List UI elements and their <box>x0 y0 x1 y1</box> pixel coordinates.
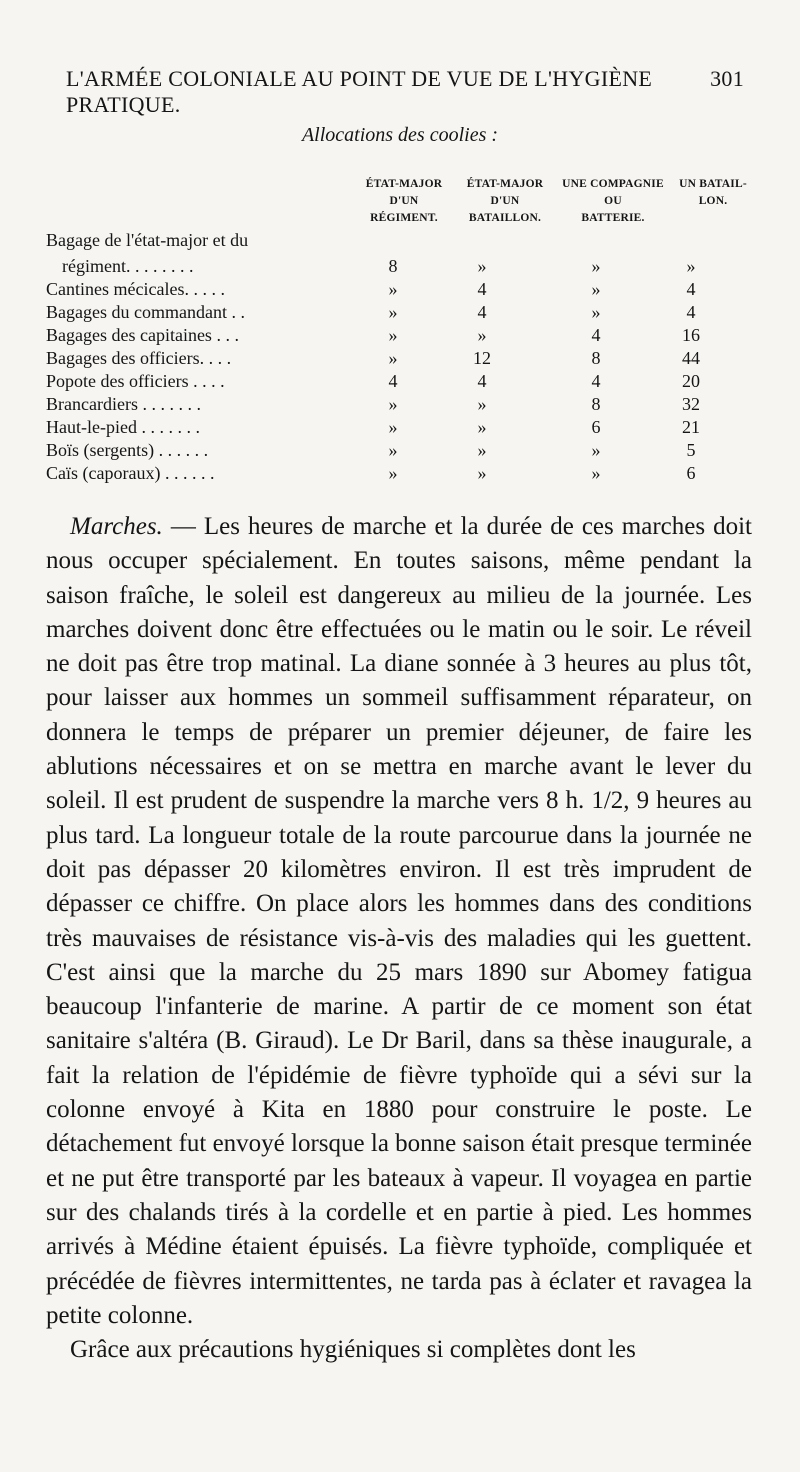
table-row-label: Cantines mécicales. . . . . <box>46 279 225 299</box>
table-cell: » <box>388 325 398 345</box>
table-cell: 4 <box>477 302 487 322</box>
body-text <box>46 510 752 1367</box>
section-title: Marches. <box>70 513 163 540</box>
column-header-line: BATAILLON. <box>468 212 542 224</box>
column-header-line: OU <box>604 195 622 207</box>
table-row-label: Bagages du commandant . . <box>46 302 245 322</box>
table-cell: 4 <box>686 279 696 299</box>
table-cell: 4 <box>477 279 487 299</box>
column-header-line: LON. <box>698 195 728 207</box>
table-cell: 4 <box>388 371 398 391</box>
table-cell: » <box>686 256 696 276</box>
table-row-label: Caïs (caporaux) . . . . . . <box>46 463 215 483</box>
table-cell: » <box>477 440 487 460</box>
table-cell: » <box>591 463 601 483</box>
table-cell: 8 <box>388 256 398 276</box>
table-cell: 6 <box>686 463 696 483</box>
table-row-label: Brancardiers . . . . . . . <box>46 394 201 414</box>
table-cell: 44 <box>682 348 700 368</box>
column-header-bataillon-2 <box>672 176 754 210</box>
table-cell: 8 <box>591 394 601 414</box>
table-cell: » <box>477 394 487 414</box>
column-header-line: UNE COMPAGNIE <box>562 178 664 190</box>
table-cell: » <box>388 440 398 460</box>
column-header-line: ÉTAT-MAJOR <box>365 178 443 190</box>
table-cell: 16 <box>682 325 700 345</box>
table-cell: 5 <box>686 440 696 460</box>
table-cell: 4 <box>591 371 601 391</box>
table-cell: » <box>591 302 601 322</box>
column-header-compagnie <box>556 176 670 227</box>
table-cell: 32 <box>682 394 700 414</box>
table-cell: 20 <box>682 371 700 391</box>
column-header-line: BATTERIE. <box>581 212 645 224</box>
table-row-label: Popote des officiers . . . . <box>46 371 225 391</box>
table-cell: 4 <box>477 371 487 391</box>
table-cell: » <box>477 256 487 276</box>
paragraph-text: Grâce aux précautions hygiéniques si complètes dont les <box>70 1336 636 1364</box>
table-row-label: régiment. . . . . . . . <box>62 256 194 276</box>
table-row-label: Boïs (sergents) . . . . . . <box>46 440 209 460</box>
table-cell: » <box>388 394 398 414</box>
table-cell: » <box>591 256 601 276</box>
table-cell: 4 <box>591 325 601 345</box>
page-number: 301 <box>710 66 744 91</box>
table-cell: » <box>388 302 398 322</box>
table-row-label: Bagages des capitaines . . . <box>46 325 239 345</box>
running-header <box>66 66 744 118</box>
column-header-line: RÉGIMENT. <box>370 212 438 224</box>
table-cell: » <box>388 279 398 299</box>
table-cell: 4 <box>686 302 696 322</box>
paragraph-text: — Les heures de marche et la durée de ces marches doit nous occuper spécialement. En toutes saisons, même pendant la saison fraîche, le soleil est dangereux au milieu de la journée. Les marches doivent donc être effectuées ou le matin ou le soir. Le réveil ne doit pas être trop matinal. La diane sonnée à 3 heures au plus tôt, pour laisser aux hommes un sommeil suffisamment réparateur, on donnera le temps de préparer un premier déjeuner, de faire les ablutions nécessaires et on se mettra en marche avant le lever du soleil. Il est prudent de suspendre la marche vers 8 h. 1/2, 9 heures au plus tard. La longueur totale de la route parcourue dans la journée ne doit pas dépasser 20 kilomètres environ. Il est très imprudent de dépasser ce chiffre. On place alors les hommes dans des conditions très mauvaises de résistance vis-à-vis des maladies qui les guettent. C'est ainsi que la marche du 25 mars 1890 sur Abomey fatigua beaucoup l'infanterie de marine. A partir de ce moment son état sanitaire s'altéra (B. Giraud). Le Dr Baril, dans sa thèse inaugurale, a fait la relation de l'épidémie de fièvre typhoïde qui a sévi sur la colonne envoyé à Kita en 1880 pour construire le poste. Le détachement fut envoyé lorsque la bonne saison était presque terminée et ne put être transporté par les bateaux à vapeur. Il voyagea en partie sur des chalands tirés à la cordelle et en partie à pied. Les hommes arrivés à Médine étaient épuisés. La fièvre typhoïde, compliquée et précédée de fièvres intermittentes, ne tarda pas à éclater et ravagea la petite colonne. <box>46 513 752 1329</box>
table-row-label: Bagage de l'état-major et du <box>46 230 249 250</box>
table-cell: » <box>388 417 398 437</box>
column-header-line: D'UN <box>389 195 419 207</box>
table-cell: » <box>388 463 398 483</box>
table-cell: » <box>388 348 398 368</box>
running-title: L'ARMÉE COLONIALE AU POINT DE VUE DE L'HYGIÈNE PRATIQUE. <box>66 66 653 117</box>
table-title: Allocations des coolies : <box>301 124 499 146</box>
table-cell: 6 <box>591 417 601 437</box>
column-header-bataillon <box>454 176 556 227</box>
column-header-line: UN BATAIL- <box>679 178 747 190</box>
table-cell: 12 <box>473 348 491 368</box>
column-header-regiment <box>356 176 452 227</box>
table-cell: 21 <box>682 417 700 437</box>
table-cell: 8 <box>591 348 601 368</box>
column-header-line: ÉTAT-MAJOR <box>466 178 544 190</box>
table-cell: » <box>477 463 487 483</box>
table-row-label: Haut-le-pied . . . . . . . <box>46 417 200 437</box>
column-header-line: D'UN <box>490 195 520 207</box>
table-cell: » <box>477 325 487 345</box>
paragraph-marches <box>46 510 752 1333</box>
table-cell: » <box>591 279 601 299</box>
table-cell: » <box>591 440 601 460</box>
table-row-label: Bagages des officiers. . . . <box>46 348 232 368</box>
table-cell: » <box>477 417 487 437</box>
